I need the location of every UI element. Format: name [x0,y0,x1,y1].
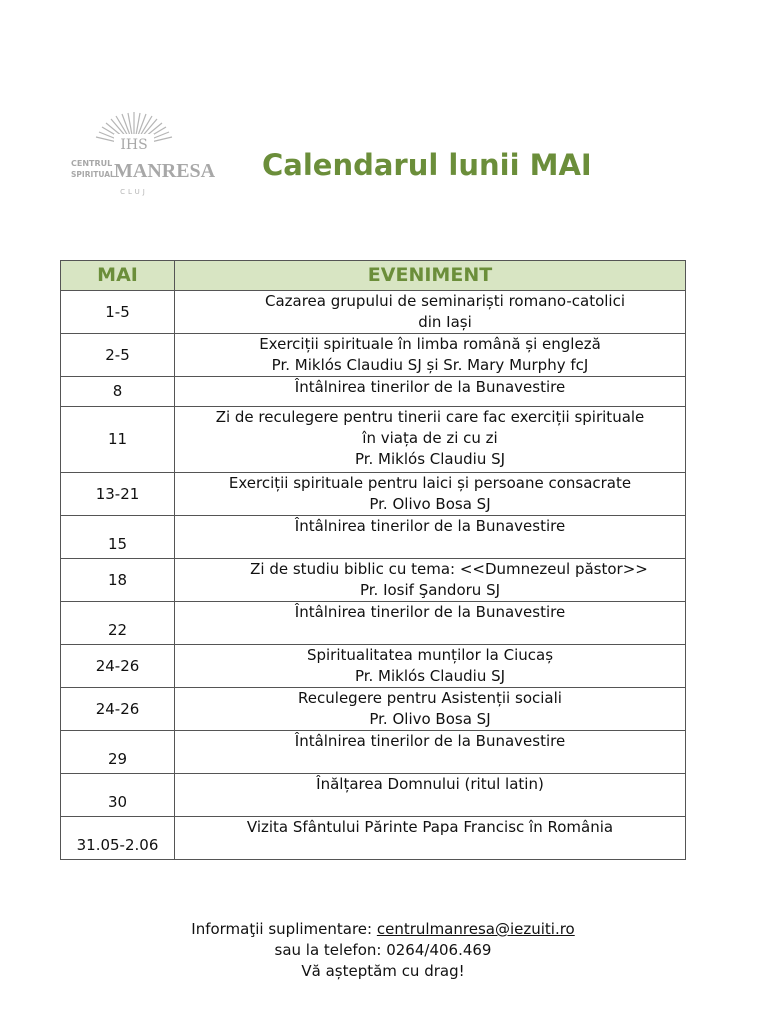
event-line: Pr. Miklós Claudiu SJ și Sr. Mary Murphy fcJ [271,356,589,374]
table-row [61,817,686,860]
event-date: 18 [61,559,175,602]
table-row [61,473,686,516]
event-date: 13-21 [61,473,175,516]
event-line: Pr. Olivo Bosa SJ [369,495,491,513]
table-row [61,731,686,774]
event-line: Întâlnirea tinerilor de la Bunavestire [294,732,566,750]
event-line: Întâlnirea tinerilor de la Bunavestire [294,517,566,535]
event-description [175,731,686,774]
event-description [175,334,686,377]
event-line: Pr. Miklós Claudiu SJ [354,667,506,685]
event-date: 31.05-2.06 [61,817,175,860]
event-line: Întâlnirea tinerilor de la Bunavestire [294,378,566,396]
table-row [61,516,686,559]
event-date: 29 [61,731,175,774]
table-row [61,377,686,407]
event-description [175,407,686,473]
event-line: Înălțarea Domnului (ritul latin) [316,775,544,793]
logo-line-centrul: CENTRUL [71,159,113,168]
ihs-monogram: IHS [120,137,148,153]
column-header-event: EVENIMENT [175,261,686,291]
event-date: 24-26 [61,688,175,731]
event-description [175,645,686,688]
event-date: 15 [61,516,175,559]
event-line: Vizita Sfântului Părinte Papa Francisc în România [246,818,614,836]
contact-footer [0,919,766,982]
event-date: 1-5 [61,291,175,334]
event-date: 8 [61,377,175,407]
event-line: Exerciții spirituale în limba română și engleză [259,335,601,353]
event-line: în viața de zi cu zi [362,429,498,447]
event-description [175,473,686,516]
events-table [60,260,686,860]
table-header-row [61,261,686,291]
closing-note: Vă așteptăm cu drag! [301,962,465,980]
event-description [175,602,686,645]
event-line: Spiritualitatea munților la Ciucaș [306,646,554,664]
event-description [175,688,686,731]
logo-brand: MANRESA [114,160,216,182]
event-description [175,291,686,334]
event-date: 30 [61,774,175,817]
table-row [61,774,686,817]
event-date: 24-26 [61,645,175,688]
table-row [61,291,686,334]
event-description [175,817,686,860]
event-line: Exerciții spirituale pentru laici și persoane consacrate [228,474,632,492]
event-line: din Iași [418,313,472,331]
event-line: Zi de studiu biblic cu tema: <<Dumnezeul păstor>> [250,560,648,578]
table-row [61,559,686,602]
event-description [175,774,686,817]
table-row [61,688,686,731]
table-row [61,334,686,377]
contact-label: Informaţii suplimentare: [191,920,373,938]
table-row [61,645,686,688]
event-date: 11 [61,407,175,473]
event-line: Pr. Olivo Bosa SJ [369,710,491,728]
logo-line-spiritual: SPIRITUAL [71,170,115,179]
table-row [61,407,686,473]
event-description [175,516,686,559]
column-header-month: MAI [61,261,175,291]
contact-email-link[interactable]: centrulmanresa@iezuiti.ro [376,920,575,938]
event-date: 22 [61,602,175,645]
page-title: Calendarul lunii MAI [262,148,592,182]
event-description [175,559,686,602]
event-line: Cazarea grupului de seminariști romano-catolici [264,292,626,310]
event-line: Pr. Miklós Claudiu SJ [354,450,506,468]
table-row [61,602,686,645]
logo-city: CLUJ [120,188,148,196]
event-date: 2-5 [61,334,175,377]
event-description [175,377,686,407]
contact-email-line [0,919,766,940]
event-line: Reculegere pentru Asistenții sociali [298,689,562,707]
contact-phone: sau la telefon: 0264/406.469 [274,941,492,959]
event-line: Întâlnirea tinerilor de la Bunavestire [294,603,566,621]
centrul-manresa-logo [66,106,216,198]
event-line: Zi de reculegere pentru tinerii care fac exerciții spirituale [215,408,645,426]
event-line: Pr. Iosif Şandoru SJ [359,581,501,599]
